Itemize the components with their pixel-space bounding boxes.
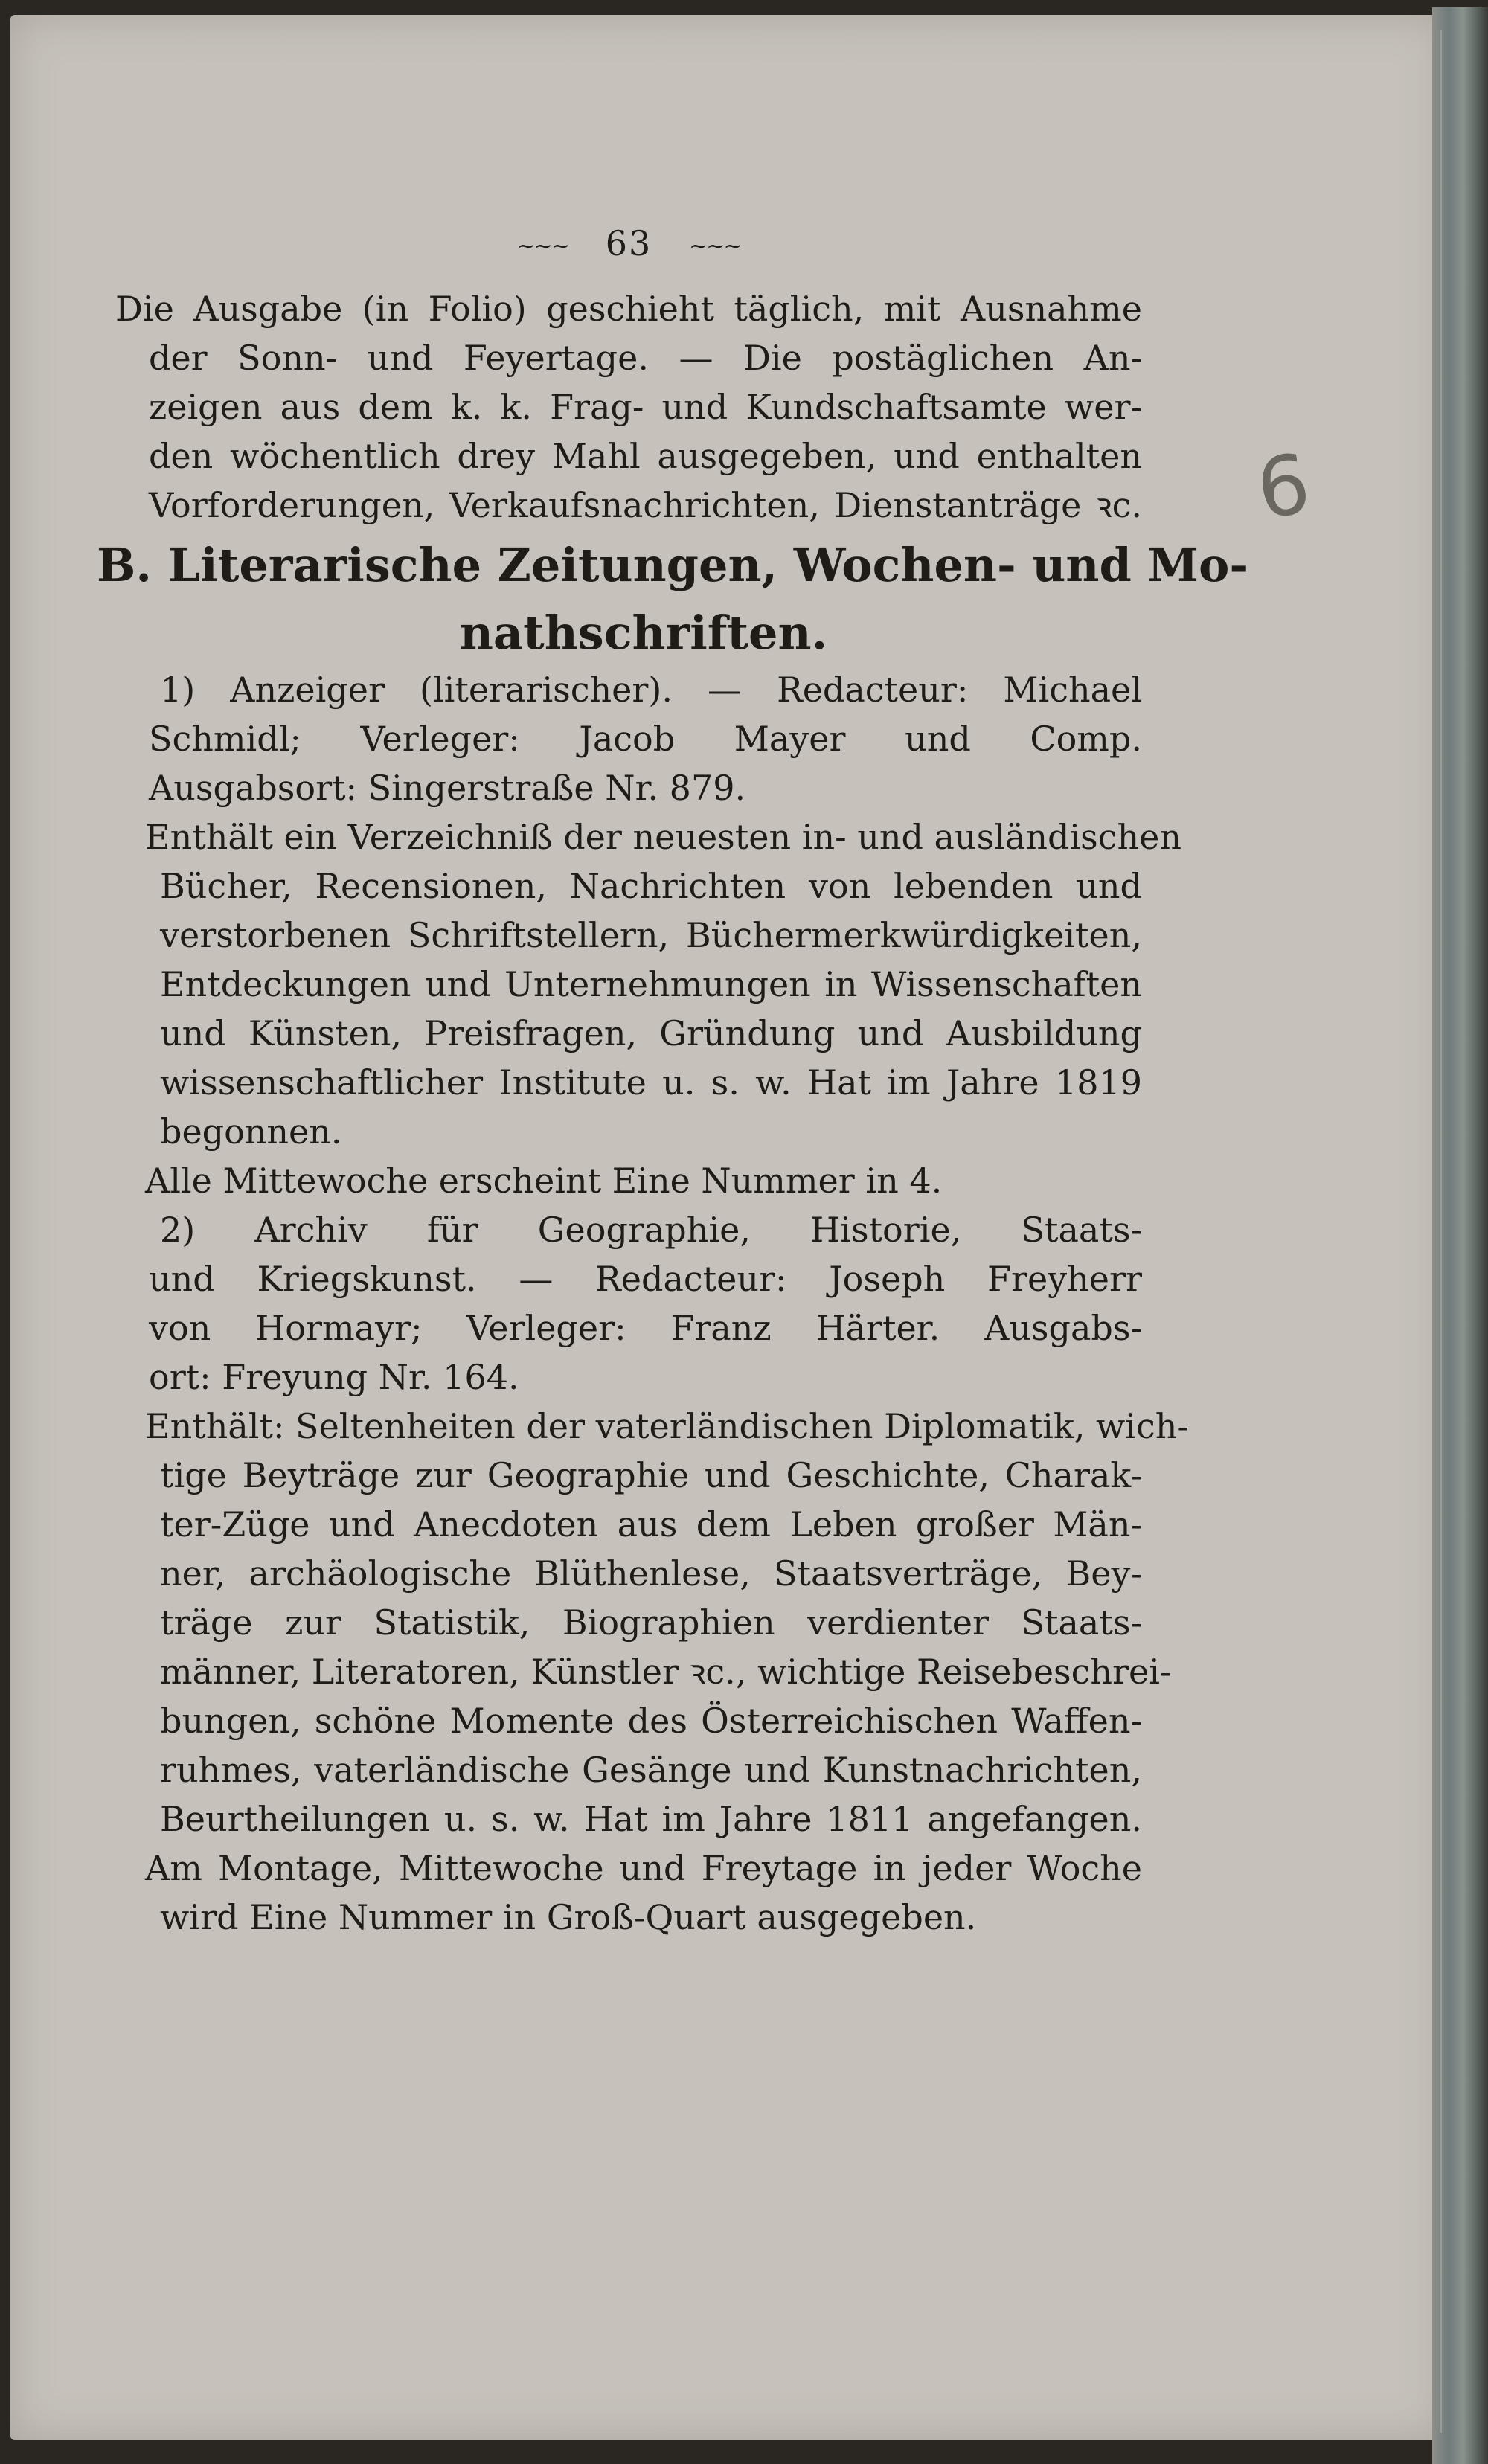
- entry-2-desc: männer, Literatoren, Künstler ꝛc., wichtige Reisebeschrei-: [160, 1652, 1172, 1692]
- entry-1-desc: wissenschaftlicher Institute u. s. w. Hat im Jahre 1819: [160, 1062, 1142, 1103]
- entry-2-frequency: wird Eine Nummer in Groß-Quart ausgegeben.: [160, 1897, 977, 1937]
- intro-line: zeigen aus dem k. k. Frag- und Kundschaftsamte wer-: [149, 387, 1142, 427]
- handwritten-mark: 6: [1251, 435, 1316, 538]
- entry-2-title: und Kriegskunst. — Redacteur: Joseph Freyherr: [149, 1259, 1142, 1299]
- entry-1-desc: Entdeckungen und Unternehmungen in Wissenschaften: [160, 964, 1142, 1004]
- intro-paragraph: [115, 284, 1142, 530]
- entry-2-title: 2) Archiv für Geographie, Historie, Staats-: [160, 1210, 1142, 1250]
- entry-2-desc: tige Beyträge zur Geographie und Geschichte, Charak-: [160, 1455, 1142, 1495]
- entry-1-desc: Bücher, Recensionen, Nachrichten von lebenden und: [160, 866, 1142, 906]
- header-ornament-left: ~~~: [516, 233, 568, 260]
- page-edge-line: [1440, 30, 1442, 2433]
- intro-line: den wöchentlich drey Mahl ausgegeben, und enthalten: [149, 436, 1142, 476]
- entry-1-desc: begonnen.: [160, 1111, 342, 1152]
- section-heading: B. Literarische Zeitungen, Wochen- und Mo-: [97, 538, 1249, 592]
- entry-2-desc: träge zur Statistik, Biographien verdienter Staats-: [160, 1602, 1142, 1643]
- intro-line: Die Ausgabe (in Folio) geschieht täglich, mit Ausnahme: [115, 289, 1142, 329]
- entry-2-frequency: Am Montage, Mittewoche und Freytage in jeder Woche: [145, 1848, 1142, 1888]
- entry-2-desc: ruhmes, vaterländische Gesänge und Kunstnachrichten,: [160, 1750, 1142, 1790]
- intro-line: der Sonn- und Feyertage. — Die postäglichen An-: [149, 338, 1142, 378]
- page-header: [115, 223, 1142, 263]
- entry-1-title: 1) Anzeiger (literarischer). — Redacteur: Michael: [160, 670, 1142, 710]
- entry-2-desc: Beurtheilungen u. s. w. Hat im Jahre 1811 angefangen.: [160, 1799, 1142, 1839]
- intro-line: Vorforderungen, Verkaufsnachrichten, Dienstanträge ꝛc.: [149, 485, 1142, 525]
- entry-1-desc: verstorbenen Schriftstellern, Büchermerkwürdigkeiten,: [160, 915, 1142, 955]
- entry-1-frequency: Alle Mittewoche erscheint Eine Nummer in 4.: [145, 1161, 943, 1201]
- page-number: 63: [605, 223, 652, 263]
- entry-1-title: Ausgabsort: Singerstraße Nr. 879.: [149, 768, 746, 808]
- entry-2-title: ort: Freyung Nr. 164.: [149, 1357, 519, 1397]
- entry-1: [115, 665, 1181, 1205]
- entry-1-title: Schmidl; Verleger: Jacob Mayer und Comp.: [149, 719, 1142, 759]
- section-heading-cont: nathschriften.: [459, 606, 828, 660]
- entry-2-desc: bungen, schöne Momente des Österreichischen Waffen-: [160, 1701, 1142, 1741]
- entry-1-desc: und Künsten, Preisfragen, Gründung und Ausbildung: [160, 1013, 1142, 1053]
- entry-1-desc: Enthält ein Verzeichniß der neuesten in- und ausländischen: [145, 817, 1181, 857]
- entry-2-desc: Enthält: Seltenheiten der vaterländischen Diplomatik, wich-: [145, 1406, 1189, 1446]
- entry-2: [115, 1205, 1189, 1942]
- header-ornament-right: ~~~: [689, 233, 741, 260]
- page-text: [97, 223, 1249, 1942]
- entry-2-title: von Hormayr; Verleger: Franz Härter. Ausgabs-: [149, 1308, 1142, 1348]
- entry-2-desc: ter-Züge und Anecdoten aus dem Leben großer Män-: [160, 1504, 1142, 1544]
- entry-2-desc: ner, archäologische Blüthenlese, Staatsverträge, Bey-: [160, 1553, 1142, 1594]
